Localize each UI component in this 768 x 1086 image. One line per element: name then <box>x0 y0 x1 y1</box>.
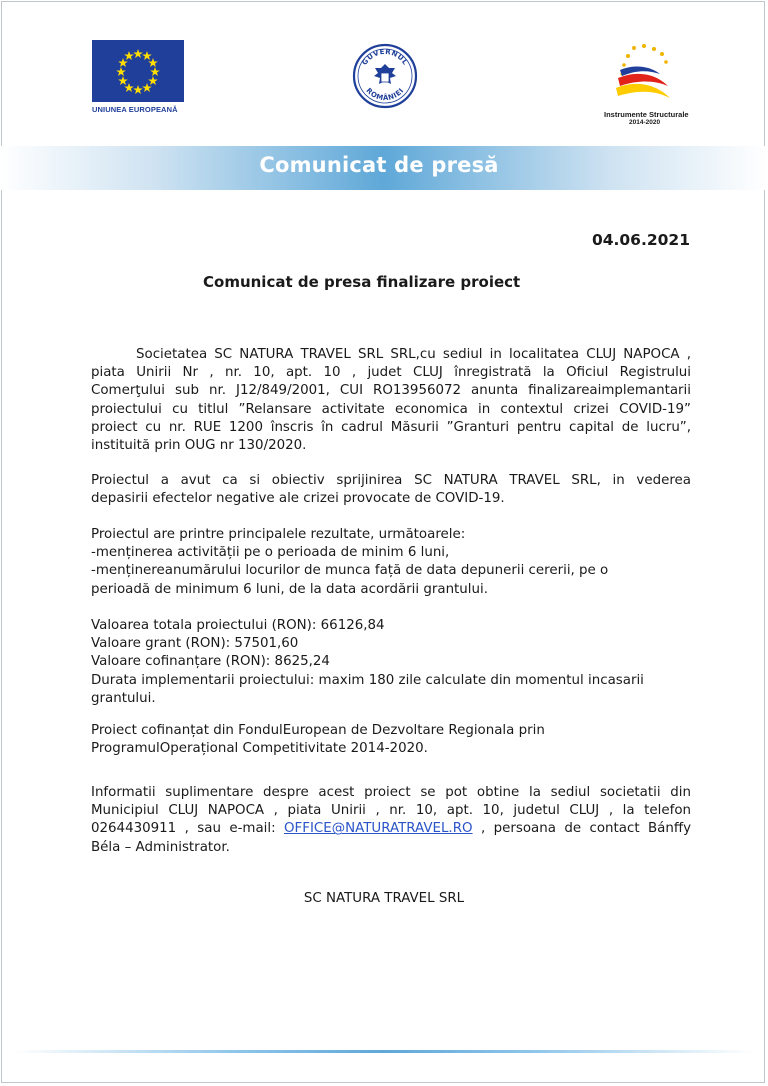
svg-text:GUVERNUL: GUVERNUL <box>360 47 410 67</box>
structural-instruments-years: 2014-2020 <box>629 119 661 126</box>
text-line: Proiect cofinanțat din FondulEuropean de Dezvoltare Regionala prin <box>91 723 545 738</box>
text-line: Béla – Administrator. <box>91 839 230 855</box>
paragraph-cofinancing <box>91 722 691 758</box>
eu-logo <box>92 40 186 114</box>
text-line: depasirii efectelor negative ale crizei provocate de COVID-19. <box>91 491 505 507</box>
paragraph-objective <box>91 472 691 508</box>
paragraph-results <box>91 526 691 599</box>
paragraph-contact <box>91 784 691 857</box>
eu-flag-icon <box>92 40 184 102</box>
text-line <box>91 820 691 838</box>
government-seal-icon <box>351 42 419 110</box>
text-line: -menținerea activității pe o perioada de minim 6 luni, <box>91 545 450 561</box>
paragraph-values <box>91 617 691 708</box>
text-line: instituită prin OUG nr 130/2020. <box>91 438 307 454</box>
text-line: grantului. <box>91 690 156 706</box>
svg-text:ROMÂNIEI: ROMÂNIEI <box>364 86 406 103</box>
company-signature: SC NATURA TRAVEL SRL <box>303 891 465 906</box>
text-line: Municipiul CLUJ NAPOCA , piata Unirii , nr. 10, apt. 10, judetul CLUJ , la telefon <box>91 803 691 819</box>
text-line: piata Unirii Nr , nr. 10, apt. 10 , judet CLUJ înregistrată la Oficiul Registrului <box>91 365 691 381</box>
text-line: Valoarea totala proiectului (RON): 66126,84 <box>91 618 385 633</box>
text-line: perioadă de minimum 6 luni, de la data acordării grantului. <box>91 581 488 597</box>
eu-caption: UNIUNEA EUROPEANĂ <box>92 105 178 114</box>
email-link[interactable]: OFFICE@NATURATRAVEL.RO <box>284 821 473 837</box>
text-line: proiect cu nr. RUE 1200 înscris în cadrul Măsurii ”Granturi pentru capital de lucru”, <box>91 419 691 435</box>
contact-person-text: , persoana de contact Bánffy <box>472 821 692 837</box>
text-line: Societatea SC NATURA TRAVEL SRL SRL,cu sediul in localitatea CLUJ NAPOCA , <box>136 347 691 362</box>
text-line: Informatii suplimentare despre acest proiect se pot obtine la sediul societatii din <box>91 785 691 800</box>
text-line: -menținereanumărului locurilor de munca față de data depunerii cererii, pe o <box>91 563 609 579</box>
banner-title: Comunicat de presă <box>259 153 499 177</box>
structural-instruments-caption: Instrumente Structurale <box>604 110 689 119</box>
contact-phone-text: 0264430911 , sau e-mail: <box>91 821 285 837</box>
footer-divider <box>15 1050 753 1053</box>
text-line: Proiectul are printre principalele rezultate, următoarele: <box>91 527 466 542</box>
text-line: Durata implementarii proiectului: maxim 180 zile calculate din momentul incasarii <box>91 672 644 688</box>
text-line: ProgramulOperațional Competitivitate 2014-2020. <box>91 741 428 757</box>
document-date: 04.06.2021 <box>591 231 690 249</box>
paragraph-company-intro <box>91 346 691 455</box>
document-title: Comunicat de presa finalizare proiect <box>203 273 521 291</box>
text-line: proiectului cu titlul ”Relansare activitate economica in contextul crizei COVID-19” <box>91 401 691 417</box>
text-line: Valoare cofinanțare (RON): 8625,24 <box>91 654 330 670</box>
text-line: Valoare grant (RON): 57501,60 <box>91 636 299 652</box>
text-line: Comerţului sub nr. J12/849/2001, CUI RO13956072 anunta finalizareaimplemantarii <box>91 383 691 399</box>
text-line: Proiectul a avut ca si obiectiv sprijinirea SC NATURA TRAVEL SRL, in vederea <box>91 473 691 488</box>
